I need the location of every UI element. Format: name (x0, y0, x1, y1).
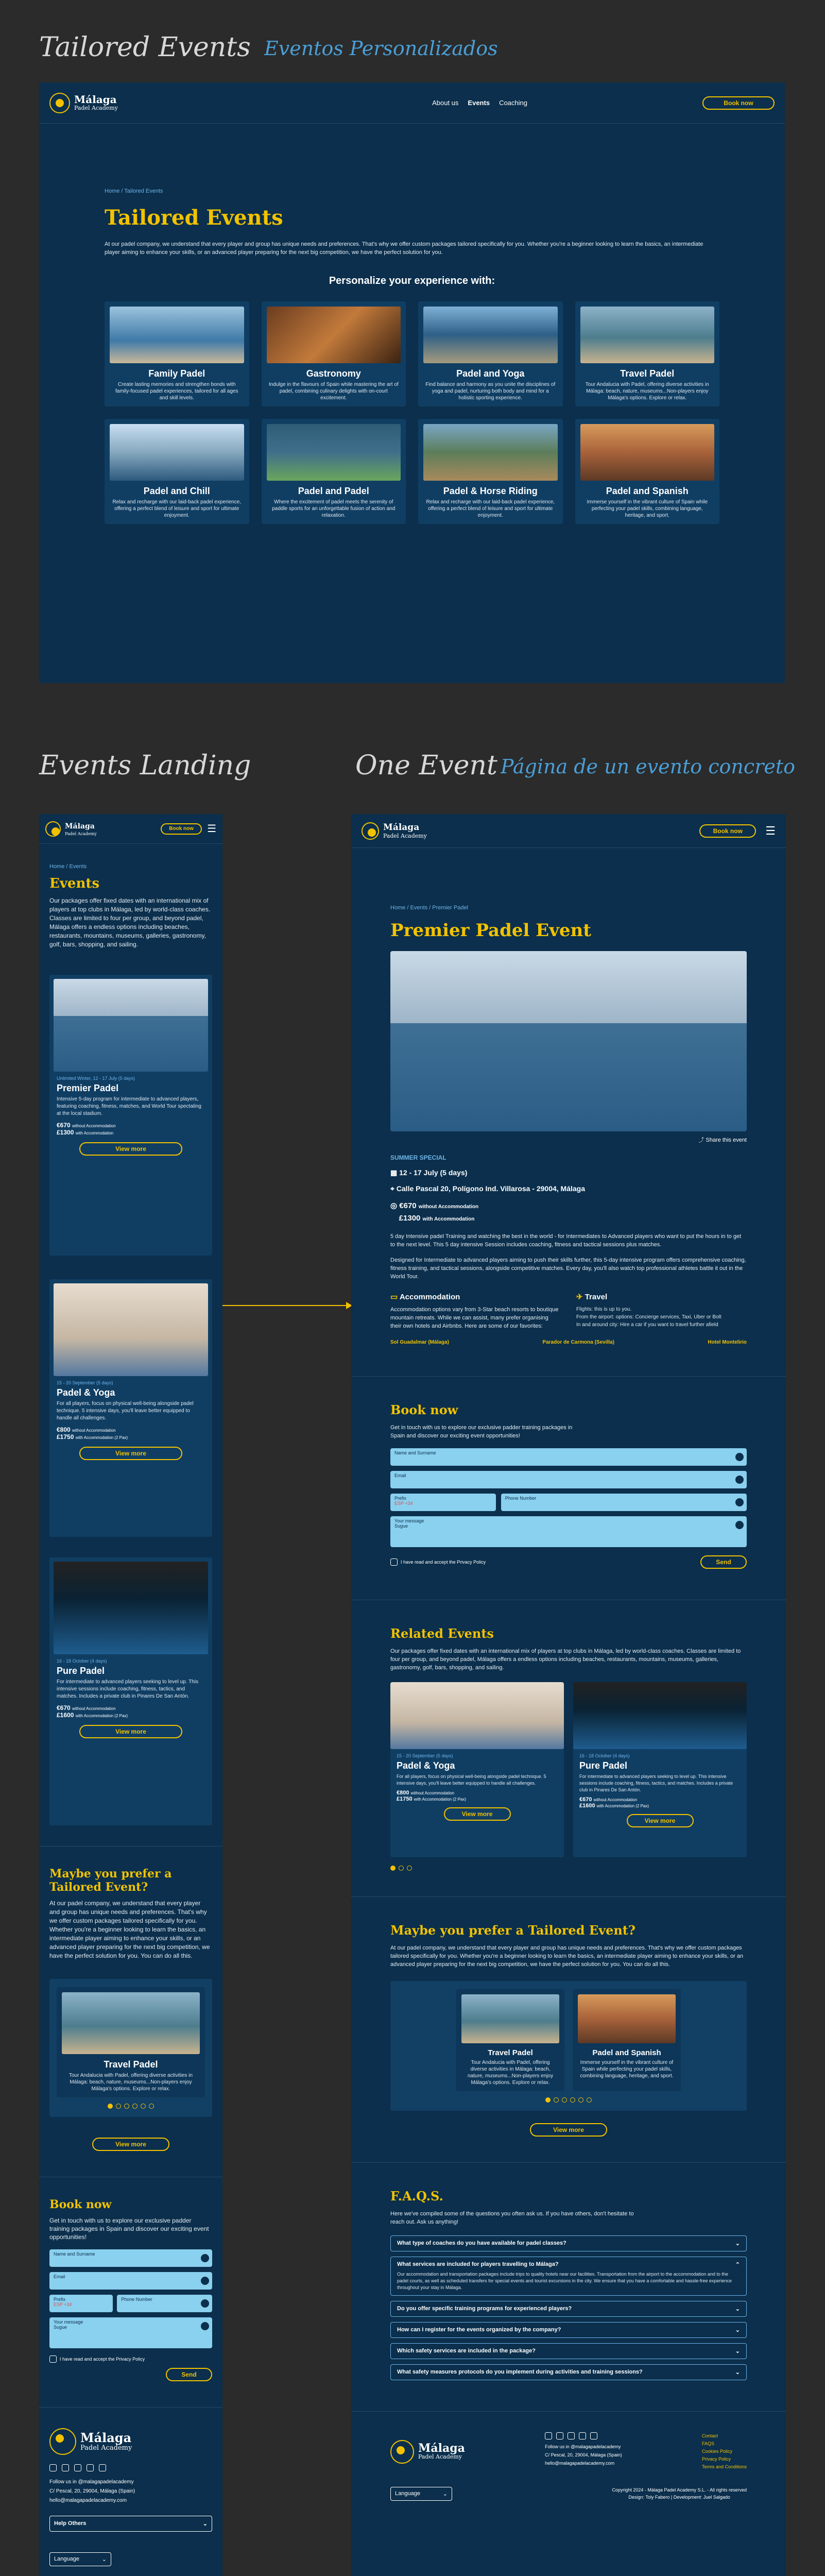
card-desc: Relax and recharge with our laid-back padel experience, offering a perfect blend of leisure and sport for ultimate enjoyment. (426, 499, 555, 518)
book-section (39, 2177, 222, 2381)
related-title: Related Events (390, 1626, 494, 1641)
brand-sub: Padel Academy (65, 832, 97, 836)
message-label: Your message (54, 2319, 83, 2325)
section-label-tailored: Tailored Events (39, 32, 251, 63)
tailored-carousel[interactable] (390, 1981, 747, 2111)
event-card[interactable] (49, 975, 212, 1256)
card-desc: Where the excitement of padel meets the serenity of paddle sports for an unforgettable fusion of action and relaxation. (272, 499, 396, 518)
card-image (578, 1994, 676, 2043)
price-without: €800 (397, 1790, 409, 1796)
send-button[interactable]: Send (166, 2368, 212, 2381)
travel-title: Travel (585, 1293, 608, 1301)
prefix-select[interactable] (390, 1494, 496, 1511)
brand-sub: Padel Academy (383, 833, 427, 839)
header (39, 82, 785, 124)
event-title: Premier Padel (57, 1083, 119, 1093)
brand-name: Málaga (74, 93, 117, 106)
share-link[interactable] (390, 1136, 747, 1144)
language-label: Language (395, 2490, 420, 2497)
prefix-value: ESP +34 (54, 2302, 72, 2307)
chevron-up-icon: ⌃ (735, 2262, 740, 2268)
faq-item-open[interactable] (390, 2257, 747, 2296)
chevron-down-icon: ⌄ (202, 2521, 208, 2527)
section-label-tailored-es: Eventos Personalizados (264, 37, 498, 60)
event-card[interactable] (49, 1279, 212, 1537)
carousel-dots[interactable] (390, 1866, 747, 1871)
youtube-icon[interactable] (74, 2464, 81, 2471)
event-desc: Intensive 5-day program for intermediate to advanced players, featuring coaching, fitness, matches, and World Tour spectating at the local stadium. (57, 1096, 201, 1116)
email-field[interactable] (390, 1471, 747, 1488)
main-nav (432, 99, 527, 107)
subtitle: Personalize your experience with: (329, 275, 495, 286)
hamburger-icon[interactable]: ☰ (765, 824, 776, 837)
help-label: Help Others (54, 2520, 87, 2527)
privacy-text: I have read and accept the Privacy Policy (60, 2357, 145, 2362)
event-image (54, 1283, 208, 1376)
accommodation-text: Accommodation options vary from 3-Star beach resorts to boutique mountain retreats. While we can assist, many prefer organising their own hotels and Airbnbs. Here are some of our favorites: (390, 1307, 559, 1329)
accommodation-title: Accommodation (399, 1293, 460, 1301)
maybe-text: At our padel company, we understand that every player and group has unique needs and preferences. That's why we offer custom packages tailored specifically for you. Whether you're a beginner looking to learn the basics, an intermediate player aiming to enhance your skills, or an advanced player preparing for the next big competition, we have the perfect solution for you. You can do all this. (49, 1900, 210, 1959)
youtube-icon[interactable] (568, 2432, 575, 2439)
event-desc: For intermediate to advanced players seeking to level up. This intensive sessions include coaching, fitness, tactics, and matches. Includes a private club in Pinares De San Antón. (57, 1679, 198, 1699)
logo-icon (49, 2428, 76, 2455)
footer-link[interactable]: FAQS (701, 2441, 714, 2446)
tailored-carousel[interactable] (49, 1979, 212, 2117)
check-icon (201, 2277, 209, 2285)
flow-arrow (222, 1305, 351, 1306)
related-card[interactable] (573, 1682, 747, 1857)
price-with-note: with Accommodation (422, 1216, 475, 1222)
copyright: Copyright 2024 - Málaga Padel Academy S.L. (612, 2487, 706, 2493)
phone-field[interactable] (117, 2295, 212, 2312)
event-date: 15 - 20 September (5 days) (57, 1380, 113, 1385)
logo-icon (362, 822, 379, 840)
rights: - All rights reserved (707, 2487, 747, 2493)
tailored-card[interactable] (57, 1987, 205, 2097)
phone-label: Phone Number (505, 1496, 537, 1501)
hamburger-icon[interactable]: ☰ (207, 823, 216, 835)
hotel-link[interactable]: Sol Guadalmar (Málaga) (390, 1340, 449, 1345)
brand-name: Málaga (383, 822, 420, 833)
view-more-button[interactable]: View more (92, 2138, 169, 2151)
breadcrumb[interactable]: Home / Events (49, 863, 87, 870)
carousel-dots[interactable] (399, 2097, 738, 2103)
footer-email[interactable]: hello@malagapadelacademy.com (49, 2498, 127, 2503)
language-select[interactable] (49, 2552, 111, 2566)
nav-about[interactable]: About us (432, 99, 459, 107)
book-now-button[interactable]: Book now (699, 824, 756, 838)
card-image (267, 424, 401, 481)
hotel-link[interactable]: Hotel Montelirio (708, 1340, 747, 1345)
price-without-note: without Accommodation (593, 1798, 638, 1802)
linkedin-icon[interactable] (99, 2464, 106, 2471)
linkedin-icon[interactable] (590, 2432, 597, 2439)
chevron-down-icon: ⌄ (442, 2490, 448, 2497)
event-image (54, 1562, 208, 1654)
x-icon[interactable] (579, 2432, 586, 2439)
tailored-card[interactable] (262, 301, 406, 406)
card-title: Travel Padel (488, 2048, 533, 2057)
maybe-title: Maybe you prefer a Tailored Event? (390, 1923, 635, 1938)
book-title: Book now (390, 1402, 458, 1417)
tailored-card[interactable] (418, 301, 563, 406)
related-text: Our packages offer fixed dates with an international mix of players at top clubs in Málaga, led by world-class coaches. Classes are limited to four per group, and beyond padel, Málaga offers a endless options including beaches, restaurants, mountains, museums, galleries, gastronomy, golf, bars, shopping, and sailing. (390, 1648, 741, 1671)
card-image (110, 307, 244, 363)
view-more-button[interactable]: View more (627, 1814, 694, 1827)
price-without: €670 (399, 1201, 417, 1210)
check-icon (201, 2254, 209, 2262)
money-icon: ◎ (390, 1201, 398, 1210)
faq-item[interactable] (390, 2322, 747, 2338)
check-icon (735, 1521, 744, 1529)
card-title: Padel and Spanish (606, 486, 689, 496)
card-title: Padel and Yoga (456, 368, 525, 379)
event-dates: 12 - 17 July (5 days) (399, 1168, 468, 1177)
price-with-note: with Accommodation (2 Pax) (75, 1435, 128, 1440)
footer-link[interactable]: Cookies Policy (701, 2449, 732, 2454)
brand-name: Málaga (65, 822, 95, 831)
tailored-page (39, 82, 785, 683)
logo-icon (390, 2440, 414, 2464)
tailored-card[interactable] (418, 419, 563, 524)
tailored-card[interactable] (105, 301, 249, 406)
credit: Design: Toly Fabero | Development: Juel Salgado (628, 2495, 730, 2500)
card-image (461, 1994, 559, 2043)
event-place: Calle Pascal 20, Polígono Ind. Villarosa - 29004, Málaga (396, 1184, 586, 1193)
card-title: Travel Padel (104, 2059, 158, 2070)
price-without: €800 (57, 1426, 71, 1433)
faq-item[interactable] (390, 2235, 747, 2251)
card-desc: Find balance and harmony as you unite the disciplines of yoga and padel, nurturing both body and mind for a holistic sporting experience. (425, 382, 556, 401)
intro-text: Our packages offer fixed dates with an international mix of players at top clubs in Málaga, led by world-class coaches. Classes are limited to four per group, and beyond padel, Málaga offers a endless options including beaches, restaurants, mountains, museums, galleries, gastronomy, golf, bars, shopping, and sailing. (49, 897, 211, 948)
price-with: £1600 (579, 1803, 595, 1809)
card-title: Padel and Padel (298, 486, 369, 496)
footer (351, 2411, 786, 2471)
brand-name: Málaga (80, 2430, 132, 2445)
tailored-card[interactable] (575, 419, 720, 524)
faq-item[interactable] (390, 2364, 747, 2380)
event-date: 15 - 20 September (5 days) (397, 1753, 453, 1758)
related-section (351, 1600, 786, 1871)
footer-follow[interactable]: Follow us in @malagapadelacademy (49, 2479, 134, 2485)
plane-icon: ✈ (576, 1293, 583, 1301)
location-icon: ⌖ (390, 1184, 394, 1193)
card-desc: Indulge in the flavours of Spain while mastering the art of padel, combining culinary delights with on-court excitement. (268, 382, 399, 401)
share-label: Share this event (706, 1137, 747, 1143)
privacy-checkbox[interactable] (49, 2355, 57, 2363)
travel-list (576, 1306, 747, 1329)
event-title: Pure Padel (57, 1666, 105, 1676)
card-desc: Create lasting memories and strengthen bonds with family-focused padel experiences, tailored for all ages and skill levels. (115, 382, 238, 401)
price-without: €670 (579, 1797, 592, 1803)
chevron-down-icon: ⌄ (735, 2306, 740, 2312)
price-with-note: with Accommodation (75, 1131, 114, 1136)
hotel-link[interactable]: Parador de Carmona (Sevilla) (542, 1340, 614, 1345)
privacy-text: I have read and accept the Privacy Policy (401, 1560, 486, 1565)
event-desc-1: 5 day Intensive padel Training and watching the best in the world - for Intermediates to Advanced players who want to put the hours in to get to the next level. This 5 day intensive Session includes coaching, fitness and tactical sessions plus matches. (390, 1233, 742, 1248)
brand-sub: Padel Academy (80, 2444, 132, 2452)
footer-link[interactable]: Terms and Conditions (701, 2464, 747, 2469)
faq-question: How can I register for the events organized by the company? (397, 2327, 561, 2333)
view-more-button[interactable]: View more (79, 1725, 182, 1738)
check-icon (201, 2322, 209, 2330)
landing-mobile (39, 814, 222, 2576)
event-desc: For intermediate to advanced players seeking to level up. This intensive sessions include coaching, fitness, tactics, and matches. Includes a private club in Pinares De San Antón. (579, 1774, 733, 1792)
page-title: Events (49, 876, 100, 891)
message-field[interactable] (49, 2317, 212, 2348)
prefix-value: ESP +34 (394, 1501, 413, 1506)
check-icon (735, 1453, 744, 1461)
page-title: Premier Padel Event (390, 920, 591, 941)
price-without-note: without Accommodation (410, 1791, 455, 1795)
footer-address: C/ Pescal, 20, 29004, Málaga (Spain) (545, 2452, 622, 2458)
price-without-note: without Accommodation (418, 1204, 479, 1210)
help-dropdown[interactable] (49, 2516, 212, 2532)
event-date: 16 - 18 October (4 days) (57, 1658, 107, 1664)
event-page (351, 814, 786, 2576)
phone-label: Phone Number (121, 2297, 152, 2302)
view-more-button[interactable]: View more (79, 1447, 182, 1460)
tailored-card[interactable] (105, 419, 249, 524)
faq-question: What type of coaches do you have available for padel classes? (397, 2240, 566, 2246)
header (351, 814, 786, 848)
footer-link[interactable]: Privacy Policy (701, 2456, 731, 2462)
price-with: £1750 (57, 1433, 74, 1440)
event-hero-image (390, 951, 747, 1131)
footer-logo[interactable] (49, 2428, 212, 2455)
card-image (423, 424, 558, 481)
privacy-checkbox[interactable] (390, 1558, 398, 1566)
chevron-down-icon: ⌄ (735, 2327, 740, 2333)
event-image (54, 979, 208, 1072)
price-with-note: with Accommodation (2 Pax) (596, 1804, 649, 1808)
view-more-button[interactable]: View more (79, 1142, 182, 1156)
event-date: 16 - 18 October (4 days) (579, 1753, 630, 1758)
maybe-section (351, 1896, 786, 2137)
share-icon: ⤴ (698, 1137, 704, 1143)
price-without: €670 (57, 1704, 71, 1711)
event-tag: SUMMER SPECIAL (390, 1154, 446, 1161)
section-label-one-event-es: Página de un evento concreto (501, 755, 795, 778)
check-icon (735, 1476, 744, 1484)
card-title: Padel & Horse Riding (443, 486, 538, 496)
chevron-down-icon: ⌄ (735, 2348, 740, 2354)
name-field[interactable] (390, 1448, 747, 1466)
card-image (62, 1992, 200, 2054)
card-title: Padel and Chill (143, 486, 210, 496)
view-more-button[interactable]: View more (530, 2123, 607, 2137)
footer-logo[interactable] (390, 2432, 465, 2471)
logo[interactable] (362, 822, 427, 840)
price-without-note: without Accommodation (72, 1706, 116, 1711)
event-desc: For all players, focus on physical well-being alongside padel technique. 5 intensive days, you'll leave better equipped to handle all challenges. (57, 1401, 194, 1421)
book-now-button[interactable]: Book now (702, 96, 775, 110)
email-field[interactable] (49, 2272, 212, 2290)
card-image (110, 424, 244, 481)
footer-links (702, 2432, 747, 2471)
section-label-one-event: One Event (355, 750, 497, 781)
travel-item: Flights: this is up to you. (576, 1307, 632, 1312)
section-label-landing: Events Landing (39, 750, 251, 781)
book-text: Get in touch with us to explore our exclusive padder training packages in Spain and discover our exciting event opportunities! (49, 2217, 209, 2241)
facebook-icon[interactable] (62, 2464, 69, 2471)
language-label: Language (54, 2556, 79, 2562)
tailored-card[interactable] (575, 301, 720, 406)
faq-question: Do you offer specific training programs for experienced players? (397, 2306, 572, 2312)
card-image (580, 307, 715, 363)
faq-item[interactable] (390, 2301, 747, 2317)
carousel-dots[interactable] (57, 2104, 205, 2109)
prefix-label: Prefix (394, 1496, 407, 1501)
card-desc: Immerse yourself in the vibrant culture of Spain while perfecting your padel skills, combining language, heritage, and sport. (587, 499, 708, 518)
chevron-down-icon: ⌄ (735, 2369, 740, 2376)
x-icon[interactable] (87, 2464, 94, 2471)
price-without-note: without Accommodation (72, 1428, 116, 1433)
faq-section (351, 2162, 786, 2380)
price-without: €670 (57, 1122, 71, 1129)
travel-item: From the airport: options: Concierge services, Taxi, Uber or Bolt (576, 1314, 721, 1320)
view-more-button[interactable]: View more (444, 1807, 511, 1821)
event-prices (390, 1200, 747, 1225)
message-value: Sugue (54, 2325, 67, 2330)
card-title: Padel and Spanish (592, 2048, 661, 2057)
brand-sub: Padel Academy (74, 105, 118, 111)
event-desc: For all players, focus on physical well-being alongside padel technique. 5 intensive days, you'll leave better equipped to handle all challenges. (397, 1774, 546, 1786)
phone-field[interactable] (501, 1494, 747, 1511)
card-desc: Tour Andalucia with Padel, offering diverse activities in Málaga: beach, nature, museums...Non-players enjoy Málaga's options. Explore or relax. (467, 2060, 554, 2086)
message-label: Your message (394, 1518, 424, 1523)
event-date: Unlimited Winter, 12 - 17 July (5 days) (57, 1076, 135, 1081)
card-desc: Tour Andalucia with Padel, offering diverse activities in Málaga: beach, nature, museums...Non-players enjoy Málaga's options. Explore or relax. (585, 382, 709, 401)
chevron-down-icon: ⌄ (735, 2241, 740, 2247)
faq-answer: Our accommodation and transportation packages include trips to quality hotels near our facilities. Transportation from the airport to the accommodation and to the padel courts, as well as scheduled transfers for special events and tourist excursions in the city. We ensure that you have a comfortable and hassle-free experience throughout your stay in Málaga. (397, 2272, 732, 2290)
instagram-icon[interactable] (545, 2432, 552, 2439)
card-title: Gastronomy (306, 368, 361, 379)
card-image (580, 424, 715, 481)
tailored-card[interactable] (456, 1989, 564, 2091)
bed-icon: ▭ (390, 1293, 398, 1301)
price-with-note: with Accommodation (2 Pax) (75, 1714, 128, 1718)
prefix-select[interactable] (49, 2295, 113, 2312)
social-icons (49, 2464, 212, 2471)
card-desc: Relax and recharge with our laid-back padel experience, offering a perfect blend of leisure and sport for ultimate enjoyment. (112, 499, 242, 518)
prefix-label: Prefix (54, 2297, 66, 2302)
related-card[interactable] (390, 1682, 564, 1857)
tailored-card[interactable] (262, 419, 406, 524)
book-now-button[interactable]: Book now (161, 823, 202, 835)
price-with-note: with Accommodation (2 Pax) (414, 1797, 467, 1802)
send-button[interactable]: Send (700, 1555, 747, 1569)
name-field[interactable] (49, 2249, 212, 2267)
card-title: Family Padel (148, 368, 205, 379)
name-label: Name and Surname (394, 1450, 436, 1455)
faq-title: F.A.Q.S. (390, 2189, 443, 2204)
name-label: Name and Surname (54, 2251, 95, 2257)
message-field[interactable] (390, 1516, 747, 1547)
event-card[interactable] (49, 1557, 212, 1825)
nav-events[interactable]: Events (468, 99, 490, 107)
calendar-icon: ▦ (390, 1168, 398, 1177)
faq-question: Which safety services are included in the package? (397, 2348, 536, 2354)
email-label: Email (54, 2274, 65, 2279)
logo[interactable] (49, 93, 118, 113)
card-title: Travel Padel (620, 368, 675, 379)
event-image (390, 1682, 564, 1749)
facebook-icon[interactable] (556, 2432, 563, 2439)
brand-sub: Padel Academy (418, 2453, 462, 2460)
message-value: Sugue (394, 1523, 408, 1529)
event-title: Pure Padel (579, 1760, 628, 1771)
event-title: Padel & Yoga (397, 1760, 455, 1771)
book-title: Book now (49, 2198, 112, 2211)
faq-question: What services are included for players travelling to Málaga? (397, 2261, 559, 2267)
price-with: £1600 (57, 1711, 74, 1719)
card-desc: Tour Andalucia with Padel, offering diverse activities in Málaga: beach, nature, museums...Non-players enjoy Málaga's options. Explore or relax. (69, 2073, 193, 2092)
check-icon (735, 1498, 744, 1506)
logo[interactable] (45, 821, 97, 837)
intro-text: At our padel company, we understand that every player and group has unique needs and preferences. That's why we offer custom packages tailored specifically for you. Whether you're a beginner looking to learn the basics, an intermediate player aiming to enhance your skills, or an advanced player preparing for the next big competition, we have the perfect solution for you. (105, 241, 703, 256)
check-icon (201, 2299, 209, 2308)
event-title: Padel & Yoga (57, 1387, 115, 1398)
book-section (351, 1376, 786, 1569)
footer-address: C/ Pescal, 20, 29004, Málaga (Spain) (49, 2488, 135, 2494)
language-select[interactable] (390, 2487, 452, 2501)
price-with: £1750 (397, 1796, 413, 1802)
faq-list (390, 2235, 747, 2380)
price-without-note: without Accommodation (72, 1124, 116, 1128)
breadcrumb[interactable]: Home / Tailored Events (105, 188, 163, 194)
maybe-title: Maybe you prefer a Tailored Event? (49, 1867, 172, 1894)
instagram-icon[interactable] (49, 2464, 57, 2471)
footer-link[interactable]: Contact (701, 2433, 718, 2438)
chevron-down-icon: ⌄ (101, 2556, 107, 2563)
book-text: Get in touch with us to explore our exclusive padder training packages in Spain and discover our exciting event opportunities! (390, 1425, 573, 1439)
page-title: Tailored Events (105, 206, 283, 230)
footer (39, 2407, 222, 2576)
faq-question: What safety measures protocols do you implement during activities and training sessions? (397, 2369, 643, 2375)
social-icons (545, 2432, 622, 2439)
hotel-links (390, 1340, 747, 1345)
email-label: Email (394, 1473, 406, 1478)
price-with: £1300 (399, 1214, 421, 1223)
logo-icon (49, 93, 70, 113)
faq-item[interactable] (390, 2343, 747, 2359)
card-desc: Immerse yourself in the vibrant culture of Spain while perfecting your padel skills, combining language, heritage, and sport. (580, 2060, 674, 2079)
travel-item: In and around city: Hire a car if you want to travel further afield (576, 1322, 718, 1328)
mobile-header (39, 814, 222, 844)
nav-coaching[interactable]: Coaching (499, 99, 527, 107)
logo-icon (45, 821, 61, 837)
footer-email[interactable]: hello@malagapadelacademy.com (545, 2461, 615, 2466)
brand-name: Málaga (418, 2442, 465, 2455)
tailored-grid (105, 301, 719, 524)
price-with: £1300 (57, 1129, 74, 1136)
event-image (573, 1682, 747, 1749)
footer-follow[interactable]: Follow us in @malagapadelacademy (545, 2444, 621, 2449)
event-desc-2: Designed for Intermediate to advanced players aiming to push their skills further, this 5-day intensive program offers comprehensive coaching, fitness training, and tactical sessions, alongside competitive matches. Every day, you'll also watch top professional athletes battle it out in the World Tour. (390, 1257, 746, 1280)
maybe-text: At our padel company, we understand that every player and group has unique needs and preferences. That's why we offer custom packages tailored specifically for you. Whether you're a beginner looking to learn the basics, an intermediate player aiming to enhance your skills, or an advanced player preparing for the next big competition, we have the perfect solution for you. You can do all this. (390, 1945, 744, 1968)
card-image (267, 307, 401, 363)
tailored-card[interactable] (573, 1989, 681, 2091)
breadcrumb[interactable]: Home / Events / Premier Padel (390, 905, 469, 911)
faq-text: Here we've compiled some of the questions you often ask us. If you have others, don't hesitate to reach out. Ask us anything! (390, 2211, 634, 2225)
card-image (423, 307, 558, 363)
